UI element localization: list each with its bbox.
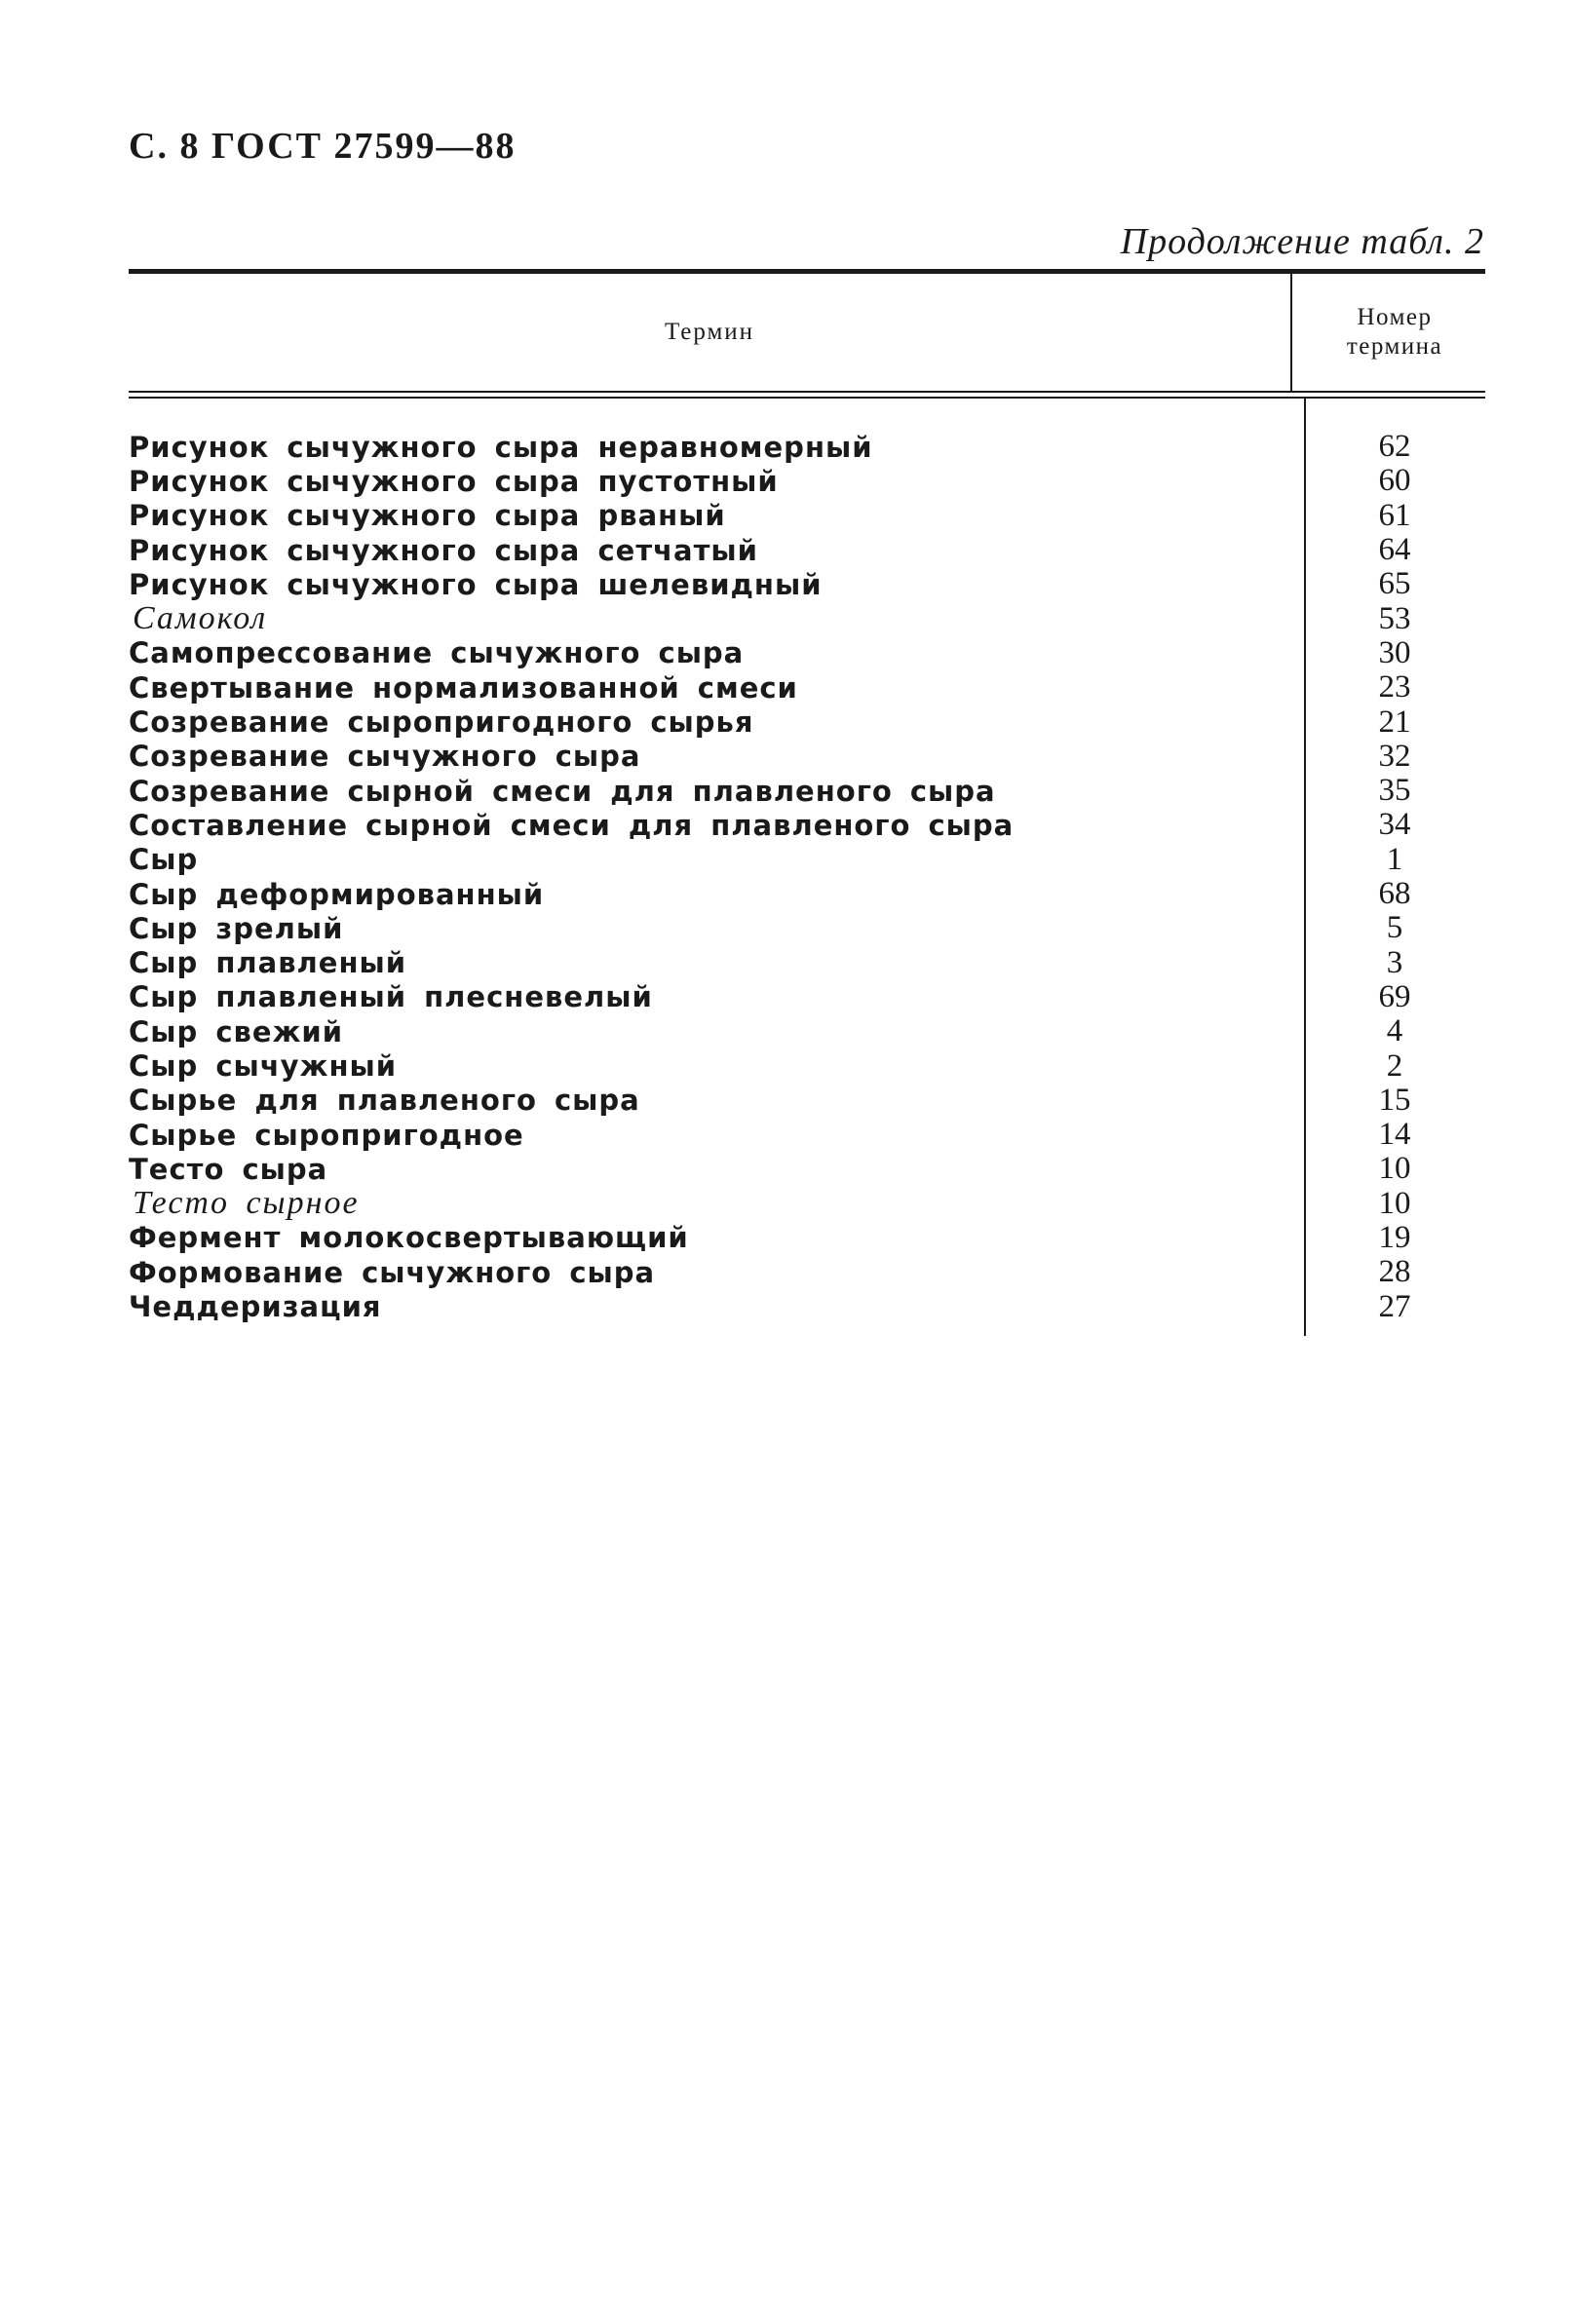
table-row xyxy=(129,533,1485,567)
term-number-cell: 28 xyxy=(1378,1254,1411,1290)
table-row xyxy=(129,1255,1485,1289)
table-row xyxy=(129,464,1485,498)
table-row xyxy=(129,567,1485,601)
term-number-cell: 2 xyxy=(1386,1048,1403,1084)
term-number-cell: 10 xyxy=(1378,1185,1411,1221)
table-row xyxy=(129,636,1485,670)
table-row xyxy=(129,911,1485,945)
table-row xyxy=(129,877,1485,911)
term-cell: Сыр зрелый xyxy=(129,911,344,945)
term-number-cell: 4 xyxy=(1386,1013,1403,1049)
term-cell: Сыр свежий xyxy=(129,1014,344,1048)
term-cell: Рисунок сычужного сыра рваный xyxy=(129,499,726,533)
table-continuation-label: Продолжение табл. 2 xyxy=(1120,221,1484,262)
term-number-cell: 65 xyxy=(1378,566,1411,602)
term-number-cell: 14 xyxy=(1378,1117,1411,1153)
table-row xyxy=(129,1152,1485,1186)
term-number-cell: 68 xyxy=(1378,876,1411,912)
table-row xyxy=(129,808,1485,842)
term-cell: Рисунок сычужного сыра сетчатый xyxy=(129,533,758,567)
term-cell: Рисунок сычужного сыра неравномерный xyxy=(129,430,873,464)
table-row xyxy=(129,1289,1485,1323)
table-row xyxy=(129,945,1485,979)
column-header-number-line2: термина xyxy=(1346,333,1443,360)
term-cell: Самокол xyxy=(133,600,268,637)
table-row xyxy=(129,670,1485,705)
term-number-cell: 23 xyxy=(1378,669,1411,705)
term-number-cell: 21 xyxy=(1378,704,1411,740)
table-row xyxy=(129,740,1485,774)
term-cell: Тесто сырное xyxy=(133,1185,360,1222)
column-header-number-line1: Номер xyxy=(1357,304,1433,330)
term-number-cell: 34 xyxy=(1378,807,1411,843)
term-cell: Созревание сычужного сыра xyxy=(129,740,641,774)
table-row xyxy=(129,1084,1485,1118)
table-row xyxy=(129,1048,1485,1083)
table-row xyxy=(129,1187,1485,1221)
table-row xyxy=(129,430,1485,464)
term-number-cell: 10 xyxy=(1378,1151,1411,1187)
term-cell: Созревание сырной смеси для плавленого сыра xyxy=(129,774,996,808)
term-cell: Сырье сыропригодное xyxy=(129,1118,524,1152)
table-row xyxy=(129,601,1485,635)
term-number-cell: 19 xyxy=(1378,1219,1411,1255)
table-header-row xyxy=(129,274,1485,391)
terms-index-table xyxy=(129,269,1485,1324)
term-number-cell: 60 xyxy=(1378,463,1411,499)
term-cell: Сырье для плавленого сыра xyxy=(129,1084,640,1118)
column-header-number xyxy=(1290,274,1485,391)
table-row xyxy=(129,774,1485,808)
term-number-cell: 5 xyxy=(1386,910,1403,946)
header-double-rule xyxy=(129,391,1485,399)
term-cell: Рисунок сычужного сыра пустотный xyxy=(129,464,779,498)
term-cell: Сыр деформированный xyxy=(129,877,545,911)
table-row xyxy=(129,1118,1485,1152)
term-cell: Сыр сычужный xyxy=(129,1048,398,1083)
term-cell: Свертывание нормализованной смеси xyxy=(129,670,798,705)
term-cell: Рисунок сычужного сыра шелевидный xyxy=(129,567,823,601)
term-number-cell: 53 xyxy=(1378,600,1411,636)
term-cell: Сыр xyxy=(129,843,199,877)
term-number-cell: 32 xyxy=(1378,738,1411,774)
table-row xyxy=(129,980,1485,1014)
term-number-cell: 27 xyxy=(1378,1288,1411,1324)
table-row xyxy=(129,1221,1485,1255)
term-number-cell: 1 xyxy=(1386,841,1403,877)
term-number-cell: 35 xyxy=(1378,773,1411,809)
table-row xyxy=(129,843,1485,877)
table-row xyxy=(129,1014,1485,1048)
term-cell: Фермент молокосвертывающий xyxy=(129,1221,689,1255)
term-number-cell: 64 xyxy=(1378,532,1411,568)
term-number-cell: 62 xyxy=(1378,429,1411,465)
table-row xyxy=(129,705,1485,739)
term-cell: Сыр плавленый плесневелый xyxy=(129,980,653,1014)
term-cell: Тесто сыра xyxy=(129,1152,328,1186)
term-cell: Созревание сыропригодного сырья xyxy=(129,705,754,740)
table-row xyxy=(129,499,1485,533)
page-header: С. 8 ГОСТ 27599—88 xyxy=(129,126,517,167)
term-cell: Составление сырной смеси для плавленого сыра xyxy=(129,808,1015,842)
term-number-cell: 3 xyxy=(1386,944,1403,980)
term-number-cell: 15 xyxy=(1378,1082,1411,1118)
term-number-cell: 61 xyxy=(1378,497,1411,533)
term-number-cell: 30 xyxy=(1378,634,1411,670)
term-cell: Формование сычужного сыра xyxy=(129,1255,656,1289)
term-cell: Самопрессование сычужного сыра xyxy=(129,636,745,670)
term-cell: Чеддеризация xyxy=(129,1290,382,1324)
term-number-cell: 69 xyxy=(1378,978,1411,1014)
term-cell: Сыр плавленый xyxy=(129,946,407,980)
column-header-term: Термин xyxy=(664,319,755,345)
table-body xyxy=(129,399,1485,1324)
